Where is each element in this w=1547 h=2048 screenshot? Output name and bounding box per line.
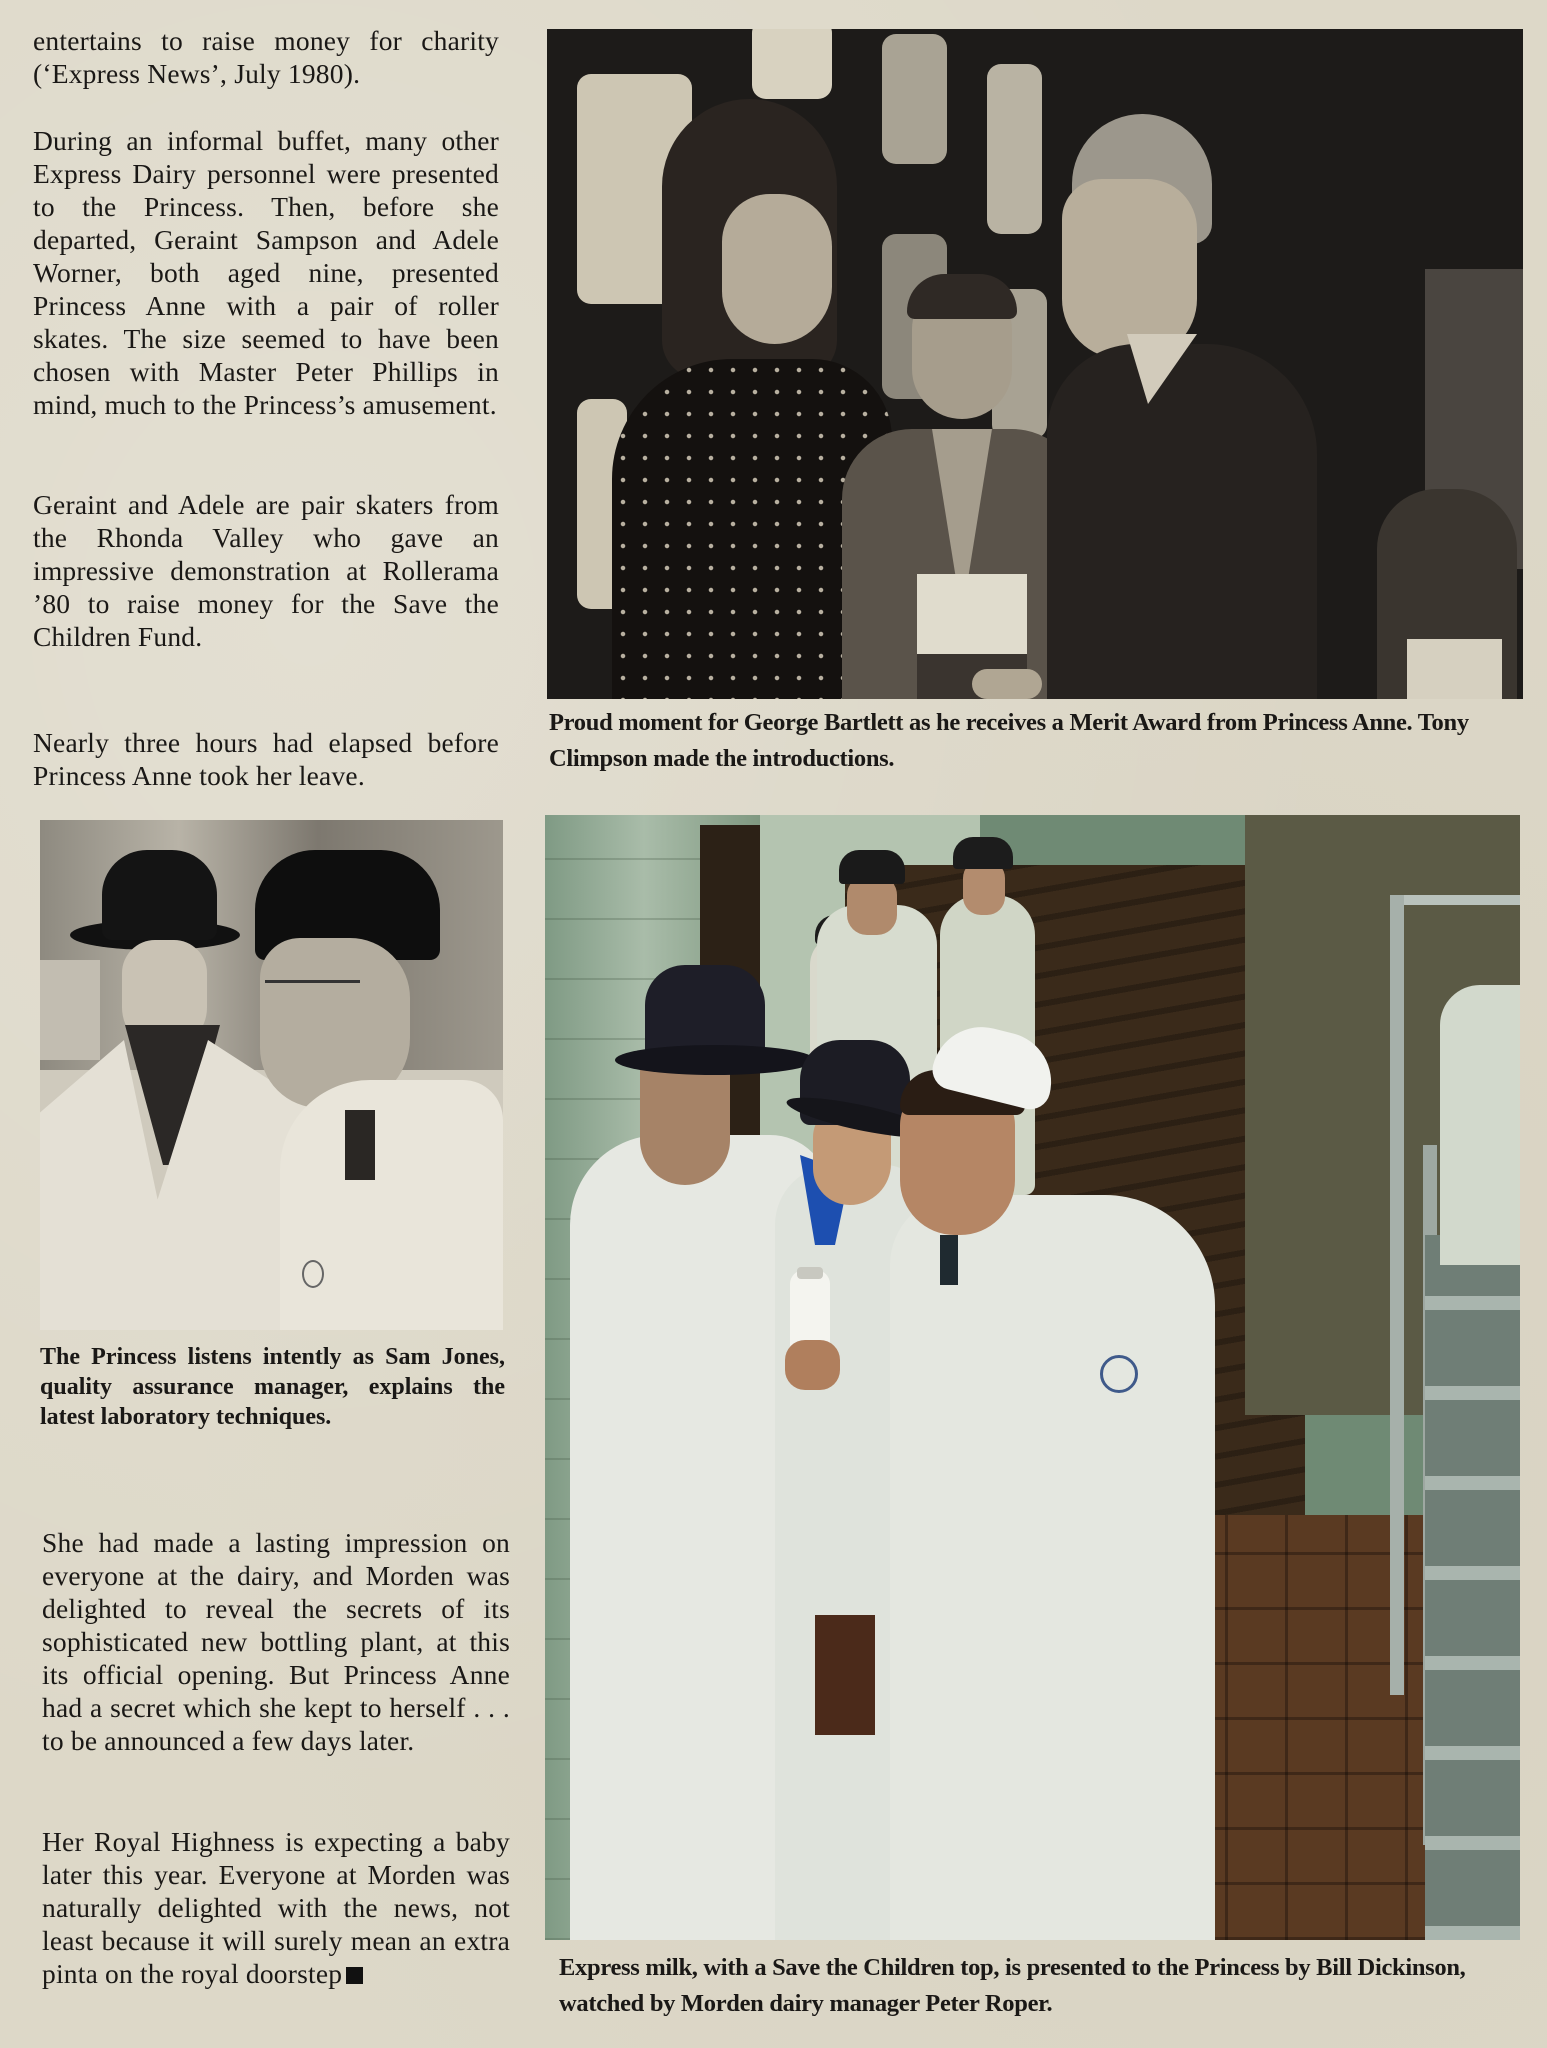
- article-paragraph-text: Her Royal Highness is expecting a baby later this year. Everyone at Morden was naturally delighted with the news, not least because it will surely mean an extra pinta on the royal doorstep: [42, 1826, 510, 1989]
- princess-skirt-pattern: [815, 1615, 875, 1735]
- window-panel: [987, 64, 1042, 234]
- handshake: [972, 669, 1042, 699]
- young-man-hat-brim: [615, 1045, 815, 1075]
- milk-bottle-top: [797, 1267, 823, 1279]
- peter-roper-face: [847, 875, 897, 935]
- man-glasses: [265, 980, 360, 983]
- lab-photo-caption: The Princess listens intently as Sam Jones, quality assurance manager, explains the latest laboratory techniques.: [40, 1344, 505, 1430]
- article-paragraph: She had made a lasting impression on everyone at the dairy, and Morden was delighted to reveal the secrets of its sophisticated new bottling plant, at this its official opening. But Princess Anne had a secret which she kept to herself . . . to be announced a few days later.: [42, 1527, 510, 1756]
- metal-stairs: [1425, 1235, 1520, 1940]
- man-tie: [345, 1110, 375, 1180]
- bg-man-hat: [953, 837, 1013, 869]
- george-face: [1062, 179, 1197, 359]
- article-paragraph: Geraint and Adele are pair skaters from the Rhonda Valley who gave an impressive demonstration at Rollerama ’80 to raise money for the Save the Children Fund.: [33, 489, 499, 652]
- end-of-article-mark: [346, 1967, 363, 1984]
- man-coat: [280, 1080, 503, 1330]
- bill-hand: [785, 1340, 840, 1390]
- princess-hat-crown: [102, 850, 217, 940]
- bill-coat: [890, 1195, 1215, 1940]
- metal-railing: [1390, 895, 1404, 1695]
- lab-photo: [40, 820, 503, 1330]
- award-photo-caption: Proud moment for George Bartlett as he receives a Merit Award from Princess Anne. Tony Climpson made the introductions.: [549, 709, 1469, 772]
- george-suit: [1047, 344, 1317, 699]
- metal-railing: [1390, 895, 1520, 905]
- bill-tie: [940, 1235, 958, 1285]
- express-logo-badge: [1100, 1355, 1138, 1393]
- guest-paper: [1407, 639, 1502, 699]
- bottling-plant-photo-caption: Express milk, with a Save the Children top, is presented to the Princess by Bill Dickinson, watched by Morden dairy manager Peter Roper.: [559, 1954, 1466, 2017]
- peter-roper-hat: [839, 850, 905, 884]
- article-paragraph: entertains to raise money for charity (‘Express News’, July 1980).: [33, 25, 499, 89]
- award-box: [917, 574, 1027, 654]
- award-photo: [547, 29, 1523, 699]
- princess-face: [722, 194, 832, 344]
- window-panel: [752, 29, 832, 99]
- bottling-plant-photo: [545, 815, 1520, 1940]
- window-panel: [882, 34, 947, 164]
- right-man-coat: [1440, 985, 1520, 1265]
- express-logo-badge: [302, 1260, 324, 1288]
- man-centre-hair: [907, 274, 1017, 319]
- article-paragraph: [42, 1825, 510, 1990]
- lab-window: [40, 960, 100, 1060]
- article-paragraph: Nearly three hours had elapsed before Princess Anne took her leave.: [33, 727, 499, 791]
- article-paragraph: During an informal buffet, many other Express Dairy personnel were presented to the Princess. Then, before she departed, Geraint Sampson and Adele Worner, both aged nine, presented Princess Anne with a pair of roller skates. The size seemed to have been chosen with Master Peter Phillips in mind, much to the Princess’s amusement.: [33, 125, 499, 420]
